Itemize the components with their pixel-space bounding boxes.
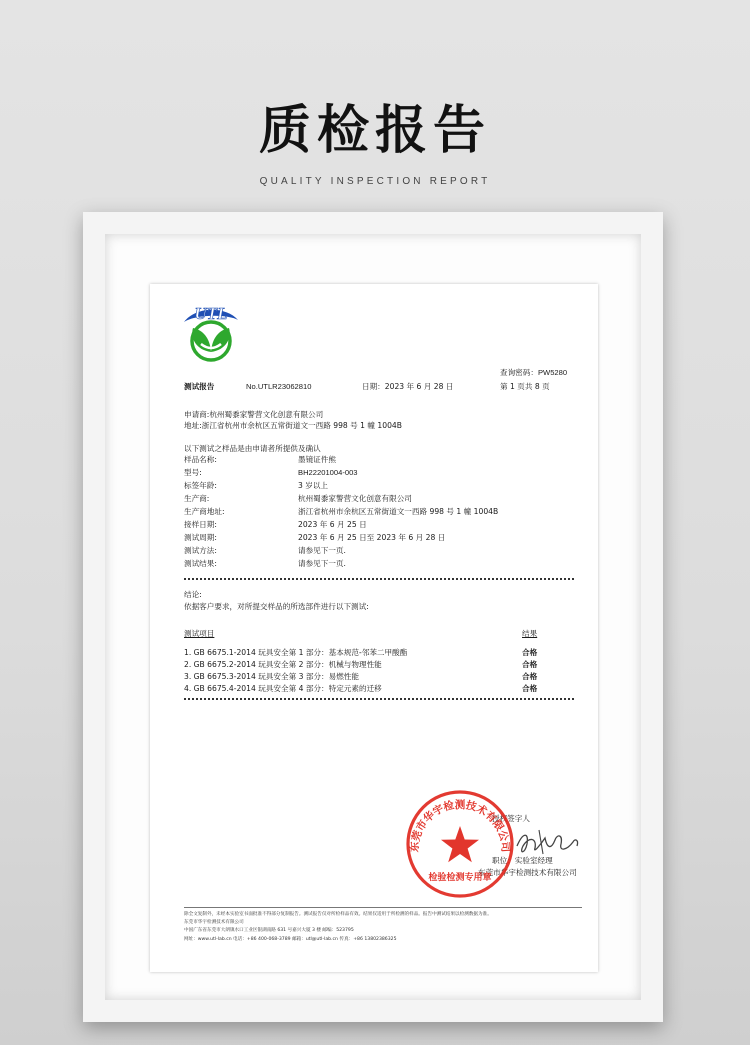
signatory-company: 东莞市华宇检测技术有限公司 <box>478 868 577 877</box>
field-value: 请参见下一页. <box>298 559 346 568</box>
test-result: 合格 <box>522 648 538 657</box>
report-number: No.UTLR23062810 <box>246 382 312 391</box>
page-indicator: 第 1 页共 8 页 <box>500 382 550 391</box>
sample-intro: 以下测试之样品是由申请者所提供及确认 <box>184 444 321 453</box>
field-label: 测试周期: <box>184 533 217 542</box>
picture-frame <box>83 212 663 1022</box>
footer-contact: 网址：www.utl-lab.cn 电话：+86 400-068-3789 邮箱：utl@utl-lab.cn 传真：+86 13802386325 <box>184 937 397 942</box>
report-title: 测试报告 <box>184 382 215 391</box>
footer-disclaimer: 除全文复制外，未经本实验室书面批准不得部分复制报告。测试报告仅对所检样品有效。结果仅适用于所检测的样品。报告中测试结果以检测数据为准。 <box>184 912 492 917</box>
dotted-divider <box>184 578 574 580</box>
test-result: 合格 <box>522 672 538 681</box>
applicant: 申请商:杭州蜀黍家警营文化创意有限公司 <box>184 410 324 419</box>
field-label: 接样日期: <box>184 520 217 529</box>
svg-text:东莞市华宇检测技术有限公司: 东莞市华宇检测技术有限公司 <box>408 799 512 853</box>
svg-text:检验检测专用章: 检验检测专用章 <box>428 873 492 883</box>
report-date: 日期：2023 年 6 月 28 日 <box>362 382 454 391</box>
footer-divider <box>184 907 582 908</box>
handwritten-signature <box>513 824 583 860</box>
test-result: 合格 <box>522 660 538 669</box>
report-document <box>150 284 598 972</box>
svg-text:UTL: UTL <box>194 304 228 323</box>
test-item: 1. GB 6675.1-2014 玩具安全第 1 部分：基本规范-邻苯二甲酸酯 <box>184 648 408 657</box>
field-value: 浙江省杭州市余杭区五常街道文一西路 998 号 1 幢 1004B <box>298 507 499 516</box>
footer-address: 中国广东省东莞市大朗镇水口工业区银湖南路 631 号嘉兴大厦 3 楼 邮编：523795 <box>184 928 354 933</box>
dotted-divider <box>184 698 574 700</box>
official-seal <box>400 784 520 904</box>
field-label: 型号: <box>184 468 202 477</box>
query-code: 查询密码：PW5280 <box>500 368 568 377</box>
signatory-label: 授权签字人 <box>492 814 530 823</box>
test-item: 4. GB 6675.4-2014 玩具安全第 4 部分：特定元素的迁移 <box>184 684 382 693</box>
field-value: 3 岁以上 <box>298 481 329 490</box>
applicant-address: 地址:浙江省杭州市余杭区五常街道文一西路 998 号 1 幢 1004B <box>184 421 402 430</box>
field-label: 生产商地址: <box>184 507 225 516</box>
field-value: 2023 年 6 月 25 日 <box>298 520 367 529</box>
signatory-position: 职位：实验室经理 <box>492 856 553 865</box>
page-subheading: QUALITY INSPECTION REPORT <box>259 176 491 187</box>
conclusion-label: 结论: <box>184 590 202 599</box>
test-result: 合格 <box>522 684 538 693</box>
test-item: 2. GB 6675.2-2014 玩具安全第 2 部分：机械与物理性能 <box>184 660 382 669</box>
field-value: 请参见下一页. <box>298 546 346 555</box>
field-label: 测试结果: <box>184 559 217 568</box>
test-item: 3. GB 6675.3-2014 玩具安全第 3 部分：易燃性能 <box>184 672 359 681</box>
field-label: 测试方法: <box>184 546 217 555</box>
field-value: 杭州蜀黍家警营文化创意有限公司 <box>298 494 412 503</box>
page-heading: 质检报告 <box>258 101 491 161</box>
field-label: 标签年龄: <box>184 481 217 490</box>
utl-logo <box>176 294 246 364</box>
field-value: BH22201004-003 <box>298 468 358 477</box>
field-label: 生产商: <box>184 494 210 503</box>
field-value: 2023 年 6 月 25 日至 2023 年 6 月 28 日 <box>298 533 446 542</box>
footer-company: 东莞市华宇检测技术有限公司 <box>184 920 244 925</box>
table-header-result: 结果 <box>522 629 538 638</box>
field-value: 墨镜证件熊 <box>298 455 336 464</box>
frame-mat <box>105 234 641 1000</box>
conclusion-text: 依据客户要求，对所提交样品的所选部件进行以下测试: <box>184 602 369 611</box>
field-label: 样品名称: <box>184 455 217 464</box>
table-header-item: 测试项目 <box>184 629 215 638</box>
